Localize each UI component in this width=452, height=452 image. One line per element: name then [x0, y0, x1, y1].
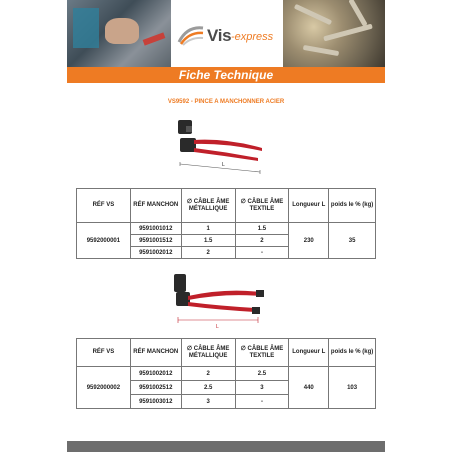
ref-manchon-cell: 9591002012: [130, 367, 181, 381]
swoosh-icon: [177, 24, 205, 46]
brand-name: Vis: [207, 26, 232, 45]
cable-textile-cell: -: [235, 395, 289, 409]
poids-cell: 103: [329, 367, 376, 409]
poids-cell: 35: [329, 223, 376, 259]
ref-vs-cell: 9592000001: [77, 223, 131, 259]
header-cable-metal: ∅ CÂBLE ÂME MÉTALLIQUE: [181, 339, 235, 367]
table-row: [77, 223, 376, 235]
cable-metal-cell: 3: [181, 395, 235, 409]
spec-table-2: [76, 338, 376, 409]
ref-manchon-cell: 9591001512: [130, 235, 181, 247]
ref-manchon-cell: 9591001012: [130, 223, 181, 235]
cable-textile-cell: -: [235, 247, 289, 259]
brand-suffix: -express: [231, 31, 274, 43]
cable-textile-cell: 1.5: [235, 223, 289, 235]
header-poids: poids le % (kg): [329, 339, 376, 367]
ref-manchon-cell: 9591002512: [130, 381, 181, 395]
header-banner: [67, 0, 385, 67]
cable-metal-cell: 1: [181, 223, 235, 235]
page-title: Fiche Technique: [67, 67, 385, 83]
header-ref-manchon: RÉF MANCHON: [130, 339, 181, 367]
footer-bar: [67, 441, 385, 452]
header-cable-textile: ∅ CÂBLE ÂME TEXTILE: [235, 339, 289, 367]
cable-metal-cell: 2.5: [181, 381, 235, 395]
crimping-tool-small-image: [176, 116, 268, 180]
longueur-cell: 230: [289, 223, 329, 259]
screws-photo: [283, 0, 385, 67]
ref-vs-cell: 9592000002: [77, 367, 131, 409]
ref-manchon-cell: 9591003012: [130, 395, 181, 409]
length-label: L: [222, 162, 225, 168]
header-ref-vs: RÉF VS: [77, 339, 131, 367]
header-ref-manchon: RÉF MANCHON: [130, 189, 181, 223]
header-longueur: Longueur L: [289, 189, 329, 223]
header-poids: poids le % (kg): [329, 189, 376, 223]
length-label: L: [216, 324, 219, 330]
cable-metal-cell: 1.5: [181, 235, 235, 247]
brand-logo: [171, 0, 283, 67]
workshop-photo: [67, 0, 171, 67]
crimping-tool-large-image: [170, 272, 270, 332]
header-cable-metal: ∅ CÂBLE ÂME MÉTALLIQUE: [181, 189, 235, 223]
table-row: [77, 367, 376, 381]
cable-textile-cell: 3: [235, 381, 289, 395]
cable-textile-cell: 2: [235, 235, 289, 247]
longueur-cell: 440: [289, 367, 329, 409]
cable-metal-cell: 2: [181, 247, 235, 259]
ref-manchon-cell: 9591002012: [130, 247, 181, 259]
spec-table-1: [76, 188, 376, 259]
product-title: VS9592 - PINCE A MANCHONNER ACIER: [167, 99, 285, 105]
header-ref-vs: RÉF VS: [77, 189, 131, 223]
header-cable-textile: ∅ CÂBLE ÂME TEXTILE: [235, 189, 289, 223]
header-longueur: Longueur L: [289, 339, 329, 367]
cable-textile-cell: 2.5: [235, 367, 289, 381]
cable-metal-cell: 2: [181, 367, 235, 381]
